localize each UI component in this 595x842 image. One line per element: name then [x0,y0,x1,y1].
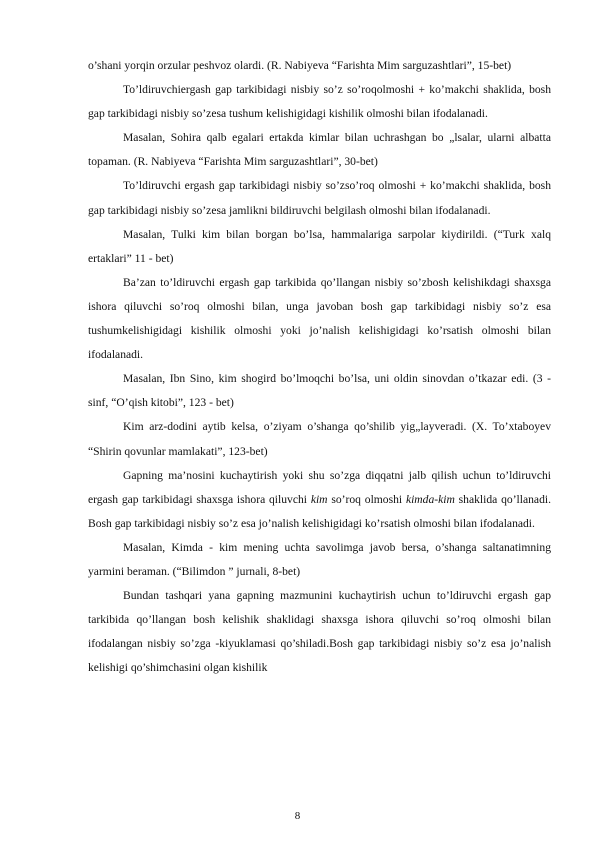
paragraph: Bundan tashqari yana gapning mazmunini kuchaytirish uchun to’ldiruvchi ergash gap tarkibida qo’llangan bosh kelishik shaklidagi shaxsga ishora qiluvchi so’roq olmoshi bilan ifodalangan nisbiy so’zga -kiyuklamasi qo’shiladi.Bosh gap tarkibidagi nisbiy so’z esa jo’nalish kelishigi qo’shimchasini olgan kishilik [88,589,551,675]
emphasis-kimda-kim: kimda-kim [405,492,455,506]
paragraph: Masalan, Sohira qalb egalari ertakda kimlar bilan uchrashgan bo „lsalar, ularni albatta topaman. (R. Nabiyeva “Farishta Mim sarguzashtlari”, 30-bet) [88,131,551,169]
text-run: Gapning ma’nosini kuchaytirish yoki shu so’zga diqqatni jalb qilish uchun to’ldiruvchi ergash gap tarkibidagi shaxsga ishora qiluvchi [88,468,551,506]
paragraph-with-emphasis [88,464,551,536]
paragraph: Masalan, Ibn Sino, kim shogird bo’lmoqchi bo’lsa, uni oldin sinovdan o’tkazar edi. (3 - sinf, “O’qish kitobi”, 123 - bet) [88,372,551,410]
text-run: so’roq olmoshi [327,492,406,506]
text-run: shaklida qo’llanadi. Bosh gap tarkibidagi nisbiy so’z esa jo’nalish kelishigidagi ko’rsatish olmoshi bilan ifodalanadi. [88,492,551,530]
paragraph: Masalan, Tulki kim bilan borgan bo’lsa, hammalariga sarpolar kiydirildi. (“Turk xalq ertaklari” 11 - bet) [88,227,551,265]
paragraph: To’ldiruvchi ergash gap tarkibidagi nisbiy so’zso’roq olmoshi + ko’makchi shaklida, bosh gap tarkibidagi nisbiy so’zesa jamlikni bildiruvchi belgilash olmoshi bilan ifodalanadi. [88,179,551,217]
paragraph: To’ldiruvchiergash gap tarkibidagi nisbiy so’z so’roqolmoshi + ko’makchi shaklida, bosh gap tarkibidagi nisbiy so’zesa tushum kelishigidagi kishilik olmoshi bilan ifodalanadi. [88,83,551,121]
emphasis-kim: kim [310,492,328,506]
page-number: 8 [294,810,301,822]
paragraph: Ba’zan to’ldiruvchi ergash gap tarkibida qo’llangan nisbiy so’zbosh kelishikdagi shaxsga ishora qiluvchi so’roq olmoshi bilan, unga javoban bosh gap tarkibidagi nisbiy so’z esa tushumkelishigidagi kishilik olmoshi yoki jo’nalish kelishigidagi ko’rsatish olmoshi bilan ifodalanadi. [88,275,551,362]
paragraph: o’shani yorqin orzular peshvoz olardi. (R. Nabiyeva “Farishta Mim sarguzashtlari”, 15-bet) [88,59,512,72]
document-body [88,54,551,680]
paragraph: Masalan, Kimda - kim mening uchta savolimga javob bersa, o’shanga saltanatimning yarmini beraman. (“Bilimdon ” jurnali, 8-bet) [88,540,551,578]
paragraph: Kim arz-dodini aytib kelsa, o’ziyam o’shanga qo’shilib yig„layveradi. (X. To’xtaboyev “Shirin qovunlar mamlakati”, 123-bet) [88,420,551,458]
